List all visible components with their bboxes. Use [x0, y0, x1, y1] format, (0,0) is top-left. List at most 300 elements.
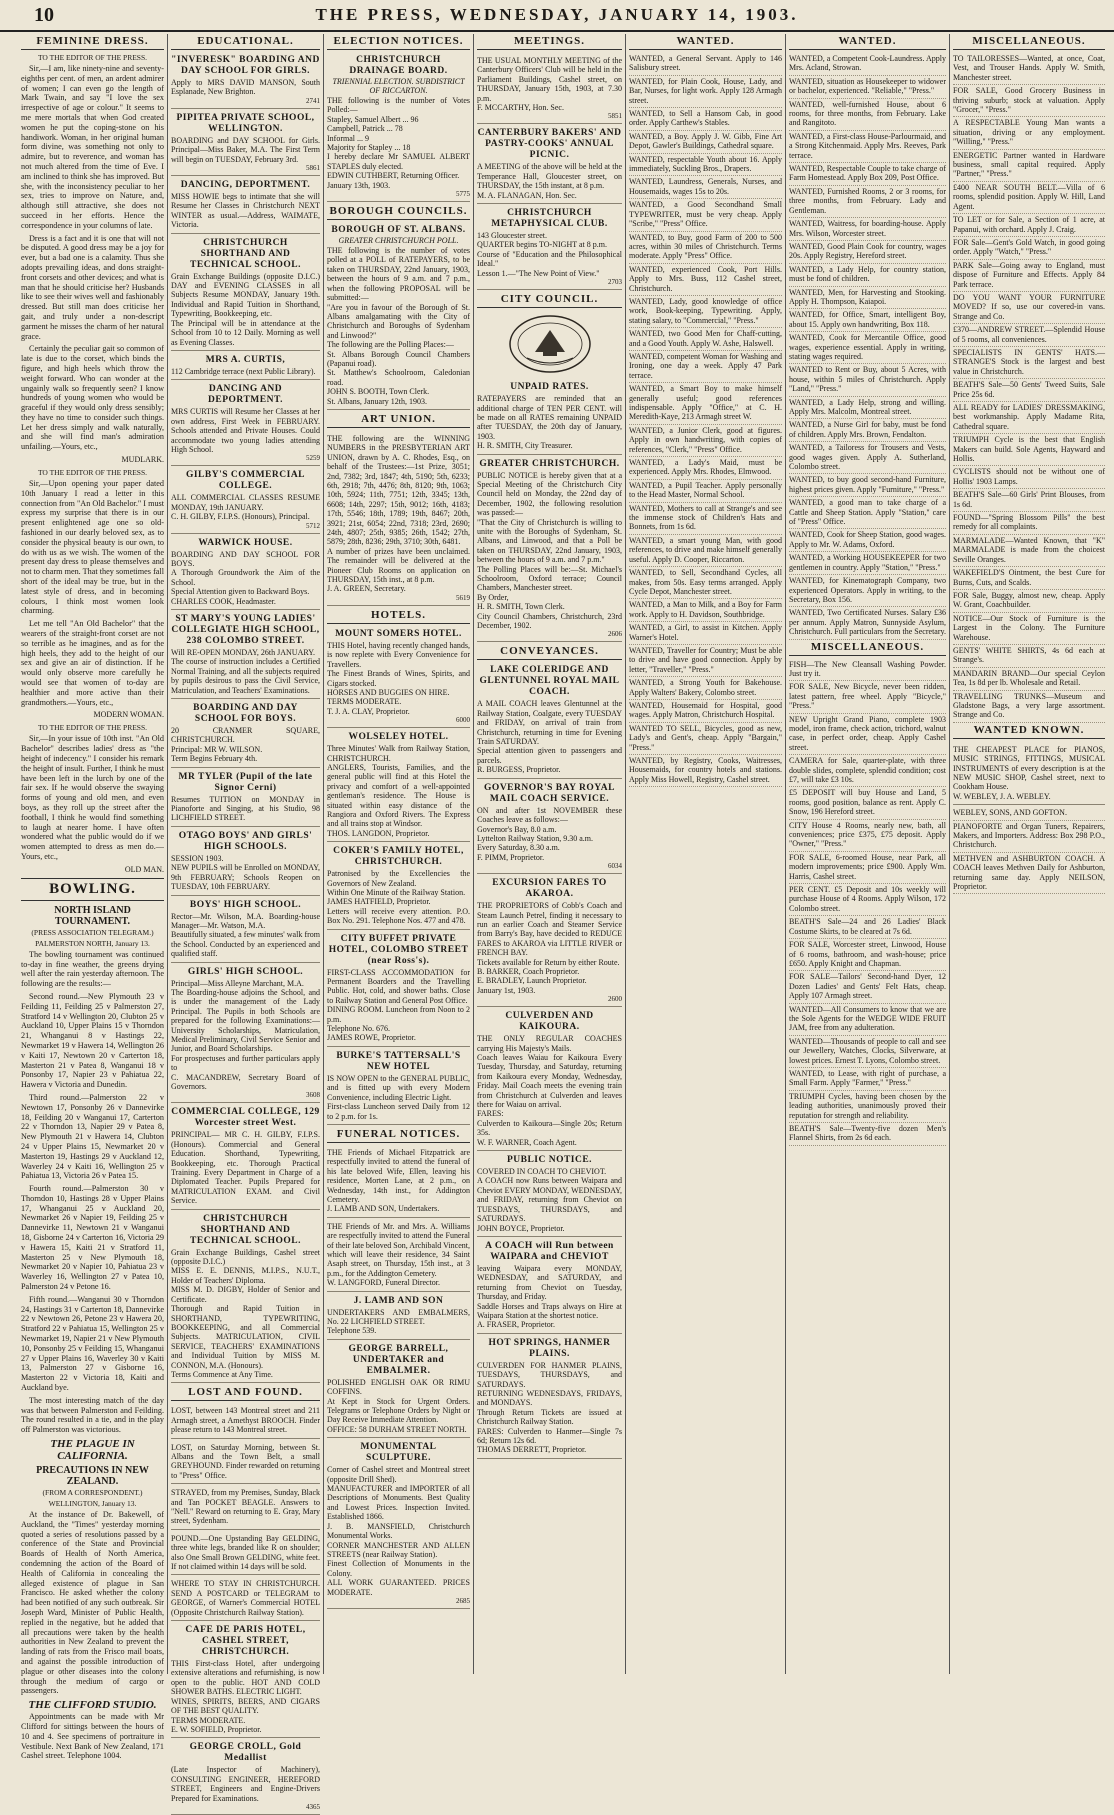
advertisement	[477, 53, 622, 124]
classified-item: FOR Sale—Gent's Gold Watch, in good going order. Apply "Watch," "Press."	[953, 237, 1105, 260]
letter-signature: MUDLARK.	[121, 455, 164, 465]
classified-item: CYCLISTS should not be without one of Hollis' 1903 Lamps.	[953, 466, 1105, 489]
article-paragraph: Fifth round.—Wanganui 30 v Thorndon 24, Hastings 31 v Carterton 18, Dannevirke 22 v Newtown 26, Petone 23 v Hawera 20, Stratford 22 v Pahiatua 15, Wellington 25 v Newmarket 19, Napier 21 v New Plymouth 10, Ponsonby 25 v Feilding 15, Whanganui 27 v Upper Plains 16, Waverley 30 v Kaiti 13, Palmerston 27 v Gisborne 16, Masterton 22 v Victoria 18, Kaiti and Auckland bye.	[21, 1294, 167, 1393]
ad-title: PIPITEA PRIVATE SCHOOL, WELLINGTON.	[176, 112, 315, 134]
misc-items	[953, 53, 1105, 723]
advertisement	[171, 353, 320, 380]
letter-salutation: TO THE EDITOR OF THE PRESS.	[37, 723, 148, 733]
classified-item: FOR SALE, Good Grocery Business in thriving suburb; stock at valuation. Apply "Grocer," "Press."	[953, 85, 1105, 117]
wanted-known-heading: WANTED KNOWN.	[953, 723, 1105, 739]
column-heading: WANTED.	[629, 34, 782, 50]
column-meetings	[474, 34, 626, 1674]
election-ads	[327, 53, 470, 202]
classified-item: STRAYED, from my Premises, Sunday, Black and Tan POCKET BEAGLE. Answers to "Nell." Reward on returning to E. Gray, Mary street, Sydenham.	[171, 1486, 320, 1530]
classified-item: PER CENT. £5 Deposit and 10s weekly will purchase House of 4 Rooms. Apply Wilson, 172 Colombo street.	[789, 884, 946, 916]
advertisement	[477, 781, 622, 874]
classified-item: NEW Upright Grand Piano, complete 1903 model, iron frame, check action, trichord, walnut case, in perfect order, cheap. Apply Cashel street.	[789, 714, 946, 756]
letter-signature: MODERN WOMAN.	[93, 710, 164, 720]
ad-title: ST MARY'S YOUNG LADIES' COLLEGIATE HIGH SCHOOL, 238 COLOMBO STREET.	[171, 614, 320, 646]
ad-body: 112 Cambridge terrace (next Public Library).	[171, 366, 316, 376]
letter-signature: OLD MAN.	[124, 864, 164, 874]
ad-body: THIS First-class Hotel, after undergoing extensive alterations and refurnishing, is now open to the public. HOT AND COLD SHOWER BATHS. ELECTRIC LIGHT. WINES, SPIRITS, BEERS, AND CIGARS OF THE BEST QUALITY. TERMS MODERATE. E. W. SOFIELD, Proprietor.	[171, 1659, 320, 1734]
column-wanted-2	[786, 34, 950, 1674]
ad-body: PUBLIC NOTICE is hereby given that at a Special Meeting of the Christchurch City Council held on Monday, the 22nd day of December, 1902, the following resolution was passed:— "That the City of Christchurch is willing to unite with the Boroughs of Sydenham, St. Albans, and Linwood, and that a Poll be taken on THURSDAY, 22nd January, 1903, between the hours of 9 a.m. and 7 p.m." The Polling Places will be:—St. Michael's Schoolroom, Oxford terrace; Council Chambers, Manchester street. By Order, H. R. SMITH, Town Clerk. City Council Chambers, Christchurch, 23rd December, 1902.	[477, 470, 622, 631]
ad-body: Three Minutes' Walk from Railway Station, CHRISTCHURCH. ANGLERS, Tourists, Families, and the general public will find at this Hotel the privacy and comfort of a well-appointed gentleman's residence. The House is situated within easy distance of the Rangiora and Oxford Rivers. The Express and all trains stop at Windsor. THOS. LANGDON, Proprietor.	[327, 744, 470, 838]
classified-item: WANTED, to Buy, good Farm of 200 to 500 acres, within 30 miles of Christchurch. Terms moderate. Apply "Press" Office.	[629, 232, 782, 264]
classified-item: WAKEFIELD'S Ointment, the best Cure for Burns, Cuts, and Scalds.	[953, 567, 1105, 590]
ad-body: RATEPAYERS are reminded that an additional charge of TEN PER CENT. will be made on all RATES remaining UNPAID after TUESDAY, the 20th day of January, 1903. H. R. SMITH, City Treasurer.	[477, 394, 622, 451]
article-heading: BOWLING.	[21, 878, 164, 901]
ad-body: FIRST-CLASS ACCOMMODATION for Permanent Boarders and the Travelling Public. Hot, cold, and shower baths. Close to Railway Station and General Post Office. DINING ROOM. Luncheon from Noon to 2 p.m. Telephone No. 676. JAMES ROWE, Proprietor.	[327, 967, 470, 1043]
classified-item: WANTED, a Pupil Teacher. Apply personally to the Head Master, Normal School.	[629, 480, 782, 503]
ad-title: GOVERNOR'S BAY ROYAL MAIL COACH SERVICE.	[484, 782, 615, 804]
ad-title: GEORGE CROLL, Gold Medallist	[189, 1742, 302, 1764]
lost-found-items	[171, 1404, 320, 1621]
ad-title: COMMERCIAL COLLEGE, 129 Worcester street West.	[171, 1107, 320, 1129]
classified-item: THE Friends of Michael Fitzpatrick are respectfully invited to attend the funeral of his late beloved Wife, Ellen, leaving his residence, Morten Lane, at 2 p.m., on Wednesday, 14th inst., for Addington Cemetery. J. LAMB AND SON, Undertakers.	[327, 1146, 470, 1218]
classified-item: WANTED, a Good Secondhand Small TYPEWRITER, must be very cheap. Apply "Scribe," "Press" Office.	[629, 199, 782, 231]
advertisement	[171, 382, 320, 466]
advertisement	[171, 1740, 320, 1815]
classified-item: GENTS' WHITE SHIRTS, 4s 6d each at Strange's.	[953, 645, 1105, 668]
ad-title: GEORGE BARRELL, UNDERTAKER and EMBALMER.	[348, 1343, 449, 1376]
classified-item: CITY House 4 Rooms, nearly new, bath, all conveniences; price £375, £75 deposit. Apply "Owner," "Press."	[789, 820, 946, 852]
classified-item: WANTED TO SELL, Bicycles, good as new, Lady's and Gent's, cheap. Apply "Bargain," "Press."	[629, 723, 782, 755]
classified-item: TRAVELLING TRUNKS—Museum and Gladstone Bags, a very large assortment. Strange and Co.	[953, 691, 1105, 723]
ad-title: COKER'S FAMILY HOTEL, CHRISTCHURCH.	[333, 846, 464, 868]
ad-title: BOYS' HIGH SCHOOL.	[189, 899, 302, 910]
ad-body: ALL COMMERCIAL CLASSES RESUME MONDAY, 19th JANUARY. C. H. GILBY, F.I.P.S. (Honours), Principal.	[171, 493, 320, 522]
classified-item: BEATH'S Sale—50 Gents' Tweed Suits, Sale Price 25s 6d.	[953, 379, 1105, 402]
classified-item: WANTED, respectable Youth about 16. Apply immediately, Suckling Bros., Drapers.	[629, 154, 782, 177]
classified-item: WANTED, for Office, Smart, intelligent Boy, about 15. Apply own handwriting, Box 118.	[789, 309, 946, 332]
classified-item: WANTED, a Boy. Apply J. W. Gibb, Fine Art Depot, Gawler's Buildings, Cathedral square.	[629, 131, 782, 154]
city-seal-icon	[505, 312, 595, 376]
classified-item: WANTED, Good Plain Cook for country, wages 20s. Apply Registry, Hereford street.	[789, 241, 946, 264]
classified-item: WANTED—All Consumers to know that we are the Sole Agents for the WEDGE WIDE FRUIT JAM, free from any adulteration.	[789, 1004, 946, 1036]
classified-item: FOR SALE, 6-roomed House, near Park, all modern improvements; price £900. Apply Wm. Harris, Cashel street.	[789, 852, 946, 884]
hotel-ads	[171, 1623, 320, 1815]
classified-item: A RESPECTABLE Young Man wants a situation, driving or any employment. "Willing," "Press."	[953, 117, 1105, 149]
classified-item: WANTED, a good man to take charge of a Cattle and Sheep Station. Apply "Station," care of "Press" Office.	[789, 497, 946, 529]
ad-title: GILBY'S COMMERCIAL COLLEGE.	[185, 470, 306, 492]
classified-item: LOST, on Saturday Morning, between St. Albans and the Town Belt, a small GREYHOUND. Finder rewarded on returning to "Press" Office.	[171, 1441, 320, 1485]
classified-item: WANTED, a Nurse Girl for baby, must be fond of children. Apply Mrs. Brown, Fendalton.	[789, 419, 946, 442]
article-paragraph: Third round.—Palmerston 22 v Newtown 17, Ponsonby 26 v Dannevirke 18, Feilding 20 v Wanganui 17, Carterton 22 v Thorndon 13, Napier 29 v Patea 8, New Plymouth 21 v Hawera 14, Clubton 24 v Upper Plains 15, Newmarket 20 v Masterton 19, Hastings 29 v Auckland 12, Waverley 24 v Kaiti 16, Wellington 25 v Pahiatua 13, Victoria 26 v Patea 15.	[21, 1092, 167, 1181]
advertisement	[477, 206, 622, 290]
ad-title: GIRLS' HIGH SCHOOL.	[187, 966, 304, 977]
advertisement	[171, 965, 320, 1104]
classified-item: FOR SALE—Tailors' Second-hand Dyer, 12 Dozen Ladies' and Gents' Felt Hats, cheap. Apply 107 Armagh street.	[789, 971, 946, 1003]
classified-item: WANTED, a First-class House-Parlourmaid, and a Strong Kitchenmaid. Apply Mrs. Reeves, Park terrace.	[789, 131, 946, 163]
ad-body: THE following is the number of Votes Polled:— Stapley, Samuel Albert ... 96 Campbell, Patrick ... 78 Informal ... 9 Majority for Stapley ... 18 I hereby declare Mr SAMUEL ALBERT STAPLES duly elected. EDWIN CUTHBERT, Returning Officer. January 13th, 1903.	[327, 96, 470, 190]
classified-item: WANTED, Cook for Mercantile Office, good wages, experience essential. Apply in writing, stating wages required.	[789, 332, 946, 364]
advertisement	[477, 876, 622, 1007]
ad-title: CHRISTCHURCH DRAINAGE BOARD.	[349, 55, 448, 76]
city-council-heading: CITY COUNCIL.	[477, 292, 622, 308]
column-heading: WANTED.	[789, 34, 946, 50]
classified-item: WANTED, a Lady Help, strong and willing. Apply Mrs. Malcolm, Montreal street.	[789, 397, 946, 420]
ad-body: UNDERTAKERS AND EMBALMERS, No. 22 LICHFIELD STREET. Telephone 539.	[327, 1307, 470, 1336]
article-paragraph: The most interesting match of the day was that between Palmerston and Feilding. The round resulted in a tie, and in the play off Palmerston was victorious.	[21, 1395, 167, 1435]
advertisement	[171, 1105, 320, 1209]
classified-item: BEATH'S Sale—60 Girls' Print Blouses, from 1s 6d.	[953, 489, 1105, 512]
misc-heading: MISCELLANEOUS.	[789, 640, 946, 656]
ad-body: POLISHED ENGLISH OAK OR RIMU COFFINS. At Kept in Stock for Urgent Orders. Telegrams or Telephone Orders by Night or Day Receive Immediate Attention. OFFICE: 58 DURHAM STREET NORTH.	[327, 1377, 470, 1434]
funeral-ads	[327, 1294, 470, 1609]
masthead	[0, 0, 1114, 32]
letter-salutation: TO THE EDITOR OF THE PRESS.	[37, 53, 148, 62]
column-miscellaneous	[950, 34, 1108, 1674]
ad-title: CANTERBURY BAKERS' AND PASTRY-COOKS' ANNUAL PICNIC.	[477, 128, 622, 161]
classified-item: WANTED, Waitress, for boarding-house. Apply Mrs. Wilson, Worcester street.	[789, 218, 946, 241]
ad-body: PRINCIPAL— MR C. H. GILBY, F.I.P.S. (Honours). Commercial and General Education. Shorthand, Typewriting, Bookkeeping, etc. Thorough Practical Training. Every Department in Charge of a Diplomated Teacher. Pupils Prepared for MATRICULATION EXAM. and Civil Service.	[171, 1130, 322, 1206]
classified-item: WANTED, to buy good second-hand Furniture, highest prices given. Apply "Furniture," "Press."	[789, 474, 946, 497]
bowling-article	[21, 878, 167, 1435]
advertisement	[477, 126, 622, 204]
classified-item: WANTED to Rent or Buy, about 5 Acres, with house, within 5 miles of Christchurch. Apply "Land," "Press."	[789, 364, 946, 396]
ad-body: MRS CURTIS will Resume her Classes at her own address, First Week in FEBRUARY. Schools attended and Private Houses. Could accommodate two young ladies attending High School.	[171, 407, 322, 454]
ad-body: 20 CRANMER SQUARE, CHRISTCHURCH. Principal: MR W. WILSON. Term Begins February 4th.	[171, 726, 320, 764]
art-union-heading: ART UNION.	[327, 412, 470, 428]
ad-title: CHRISTCHURCH METAPHYSICAL CLUB.	[491, 208, 608, 230]
ad-title: BURKE'S TATTERSALL'S NEW HOTEL	[336, 1050, 461, 1072]
classified-item: WANTED, a Tailoress for Trousers and Vests, good wages given. Apply A. Sutherland, Colombo street.	[789, 442, 946, 474]
advertisement	[327, 730, 470, 842]
classified-item: TO LET or for Sale, a Section of 1 acre, at Papanui, with orchard. Apply J. Craig.	[953, 214, 1105, 237]
columns	[18, 34, 1108, 1811]
advertisement	[171, 111, 320, 176]
ad-title: BOARDING AND DAY SCHOOL FOR BOYS.	[193, 703, 298, 725]
classified-item: WANTED, to Sell, Secondhand Cycles, all makes, from 50s. Easy terms arranged. Apply Cycle Depot, Manchester street.	[629, 567, 782, 599]
classified-item: SPECIALISTS IN GENTS' HATS.—STRANGE'S Stock is the largest and best value in Christchurch.	[953, 347, 1105, 379]
article-paragraph: Let me tell "An Old Bachelor" that the wearers of the straight-front corset are not so terrible as he imagines, and as for the high heels, they add to the height of our sex and give an air of distinction. If he would only observe more carefully he would see that women of to-day are healthier and more active than their grandmothers.—Yours, etc.,	[21, 619, 167, 707]
wanted-known-ad	[953, 742, 1105, 805]
ad-body: leaving Waipara every MONDAY, WEDNESDAY, and SATURDAY, and returning from Cheviot on Tuesday, Thursday, and Friday. Saddle Horses and Traps always on Hire at Waipara Station at the shortest notice. A. FRASER, Proprietor.	[477, 1263, 622, 1330]
ad-body: MISS HOWIE begs to intimate that she will Resume her Classes in Christchurch NEXT WINTER as usual.—Address, WAIMATE, Victoria.	[171, 192, 322, 230]
ad-body: THE USUAL MONTHLY MEETING of the Canterbury Officers' Club will be held in the Parliament Buildings, Cashel street, on THURSDAY, January 15th, 1903, at 7.30 p.m. F. MCCARTHY, Hon. Sec.	[477, 56, 622, 113]
article-subheading: PRECAUTIONS IN NEW ZEALAND.	[36, 1465, 149, 1488]
ad-body: Rector—Mr. Wilson, M.A. Boarding-house Manager—Mr. Watson, M.A. Beautifully situated, a few minutes' walk from the School. Conducted by an experienced and qualified staff.	[171, 911, 320, 959]
hotels-heading: HOTELS.	[327, 608, 470, 624]
advertisement	[327, 932, 470, 1047]
ad-title: WOLSELEY HOTEL.	[348, 732, 449, 743]
funeral-heading: FUNERAL NOTICES.	[327, 1127, 470, 1143]
article-paragraph: Certainly the peculiar gait so common of late is due to the corset, which binds the figure, and high heels which throw the weight forward. Who can wonder at the ungainly walk so frequently seen? I know hundreds of young women who would be graceful if they would only dress sensibly; they have no time to consider such things. Let her dress simply and walk naturally, and she will find man's admiration unfailing.—Yours, etc.,	[21, 344, 167, 452]
letter-old-man	[21, 723, 167, 874]
ad-title: WARWICK HOUSE.	[198, 537, 293, 548]
ad-title: CULVERDEN AND KAIKOURA.	[505, 1011, 594, 1033]
advertisement	[327, 53, 470, 202]
advertisement	[327, 1440, 470, 1609]
ad-title: CAFE DE PARIS HOTEL, CASHEL STREET, CHRISTCHURCH.	[185, 1625, 306, 1658]
ad-title: CITY BUFFET PRIVATE HOTEL, COLOMBO STREET (near Ross's).	[328, 933, 469, 966]
hotel-ads	[327, 627, 470, 1125]
article-paragraph: Sir,—Upon opening your paper dated 10th January I read a letter in this connection from "An Old Bachelor." I must express my surprise that there is in our present enlightened age one so old-fashioned in our dearly beloved sex, as to consider the physical beauty is our own, to do with us as we wish. The women of the present day dress to please themselves and not to charm men. That they sometimes fall short of the ideal may be true, but in the latest style of dress, and in becoming colours, I think most women look charming.	[21, 479, 167, 616]
ad-number: 2600	[608, 995, 622, 1004]
advertisement	[171, 898, 320, 963]
advertisement	[477, 1239, 622, 1334]
classified-item: WANTED, Furnished Rooms, 2 or 3 rooms, for three months, from February. Lady and Gentleman.	[789, 186, 946, 218]
ad-body: THIS Hotel, having recently changed hands, is now replete with Every Convenience for Travellers. The Finest Brands of Wines, Spirits, and Cigars stocked. HORSES AND BUGGIES ON HIRE. TERMS MODERATE. T. J. A. CLAY, Proprietor.	[327, 640, 470, 716]
classified-item: ENERGETIC Partner wanted in Hardware business, small capital required. Apply "Partner," "Press."	[953, 150, 1105, 182]
classified-item: NOTICE—Our Stock of Furniture is the Largest in the Colony. The Furniture Warehouse.	[953, 613, 1105, 645]
ad-number: 6034	[608, 862, 622, 871]
classified-item: WANTED, Laundress, Generals, Nurses, and Housemaids, wages 15s to 20s.	[629, 176, 782, 199]
classified-item: WANTED, competent Woman for Washing and Ironing, one day a week. Apply 47 Park terrace.	[629, 351, 782, 383]
classified-item: FISH—The New Cleansall Washing Powder. Just try it.	[789, 659, 946, 682]
classified-item: £5 DEPOSIT will buy House and Land, 5 rooms, good position, balance as rent. Apply C. Snow, 196 Hereford street.	[789, 787, 946, 819]
classified-item: WANTED, Respectable Couple to take charge of Farm Homestead. Apply Box 209, Post Office.	[789, 163, 946, 186]
article-paragraph: Sir,—In your issue of 10th inst. "An Old Bachelor" describes ladies' dress as "the height of indecency." I consider his remark the height of insult. Further, I think he must have been left in the lurch by one of the fair sex. If he would observe the swaying forms of young and old men, and even boys, as they roll up the street after the football, I think he would find something to laugh at nearer home. I have often wondered what the public would do if we women attempted to dress as men do.—Yours, etc.,	[21, 734, 167, 861]
borough-title: BOROUGH OF ST. ALBANS.	[331, 225, 466, 236]
ad-body: A MAIL COACH leaves Glentunnel at the Railway Station, Coalgate, every TUESDAY and FRIDAY, on arrival of train from Christchurch, returning in time for Evening Train SATURDAY. Special attention given to passengers and parcels. R. BURGESS, Proprietor.	[477, 699, 622, 775]
ad-body: Corner of Cashel street and Montreal street (opposite Drill Shed). MANUFACTURER and IMPORTER of all Descriptions of Monuments. Best Quality and Lowest Prices. Inspection Invited. Established 1866. J. B. MANSFIELD, Christchurch Monumental Works. CORNER MANCHESTER AND ALLEN STREETS (near Railway Station). Finest Collection of Monuments in the Colony. ALL WORK GUARANTEED. PRICES MODERATE.	[327, 1465, 470, 1597]
ad-title: MONUMENTAL SCULPTURE.	[360, 1442, 437, 1464]
classified-item: WEBLEY, SONS, AND GOFTON.	[953, 807, 1105, 820]
column-heading: FEMININE DRESS.	[21, 34, 164, 50]
classified-item: TO TAILORESSES—Wanted, at once, Coat, Vest, and Trouser Hands. Apply W. Smith, Manchester street.	[953, 53, 1105, 85]
educational-ads	[171, 53, 320, 1383]
advertisement	[171, 236, 320, 351]
classified-item: DO YOU WANT YOUR FURNITURE MOVED? If so, use our covered-in vans. Strange and Co.	[953, 292, 1105, 324]
ad-number: 5861	[306, 164, 320, 173]
art-union-notice	[327, 431, 470, 606]
ad-body: Apply to MRS DAVID MANSON, South Esplanade, New Brighton.	[171, 78, 322, 97]
advertisement	[327, 1049, 470, 1125]
classified-item: WANTED, to Sell a Hansom Cab, in good order. Apply Carthew's Stables.	[629, 108, 782, 131]
borough-sub: GREATER CHRISTCHURCH POLL.	[338, 236, 459, 246]
classified-item: POUND.—One Upstanding Bay GELDING, three white legs, branded like R on shoulder; also One Small Brown GELDING, white feet. If not claimed within 14 days will be sold.	[171, 1532, 320, 1576]
article-paragraph: The bowling tournament was continued to-day in fine weather, the greens drying well after the rain yesterday afternoon. The following are the results:—	[21, 949, 167, 989]
plague-article	[21, 1438, 167, 1696]
meeting-ads	[477, 53, 622, 290]
classified-item: WANTED, a Strong Youth for Bakehouse. Apply Walters' Bakery, Colombo street.	[629, 677, 782, 700]
advertisement	[171, 468, 320, 533]
classified-item: WANTED, for Plain Cook, House, Lady, and Bar, Nurses, for light work. Apply 128 Armagh street.	[629, 76, 782, 108]
ad-body: THE PROPRIETORS of Cobb's Coach and Steam Launch Petrel, finding it necessary to run an earlier Coach and Steamer Service from Barry's Bay, have decided to REDUCE FARES to AKAROA via LITTLE RIVER or FRENCH BAY. Tickets available for Return by either Route. B. BARKER, Coach Proprietor. E. BRADLEY, Launch Proprietor. January 1st, 1903.	[477, 901, 622, 995]
ad-subtitle: TRIENNIAL ELECTION. SUBDISTRICT OF RICCARTON.	[332, 77, 465, 95]
classified-item: LOST, between 143 Montreal street and 211 Armagh street, a Amethyst BROOCH. Finder please return to 143 Montreal street.	[171, 1404, 320, 1438]
ad-title: MRS A. CURTIS,	[205, 354, 286, 365]
classified-item: BEATH'S Sale—Twenty-five dozen Men's Flannel Shirts, from 2s 6d each.	[789, 1123, 946, 1146]
ad-title: OTAGO BOYS' AND GIRLS' HIGH SCHOOLS.	[178, 830, 313, 852]
ad-body: IS NOW OPEN to the GENERAL PUBLIC, and is fitted up with every Modern Convenience, including Electric Light. First-class Luncheon served Daily from 12 to 2 p.m. for 1s.	[327, 1073, 470, 1121]
advertisement	[171, 770, 320, 827]
classified-item: ALL READY for LADIES' DRESSMAKING, best workmanship. Apply Madame Rita, Cathedral square.	[953, 402, 1105, 434]
classified-item: WANTED, two Good Men for Chaff-cutting, and a Good Youth. Apply W. Ashe, Halswell.	[629, 328, 782, 351]
article-heading: THE CLIFFORD STUDIO.	[28, 1699, 157, 1712]
advertisement	[171, 536, 320, 610]
ad-title: MOUNT SOMERS HOTEL.	[335, 628, 462, 639]
ad-number: 2741	[306, 96, 320, 105]
classified-item: MANDARIN BRAND—Our special Ceylon Tea, 1s 8d per lb. Wholesale and Retail.	[953, 668, 1105, 691]
borough-heading: BOROUGH COUNCILS.	[327, 204, 470, 220]
ad-title: CHRISTCHURCH SHORTHAND AND TECHNICAL SCHOOL.	[190, 237, 301, 270]
classified-item: THE Friends of Mr. and Mrs. A. Williams are respectfully invited to attend the Funeral of their late beloved Son, Archibald Vincent, which will leave their residence, 34 Saint Asaph street, on Thursday, 15th inst., at 3 p.m., for the Addington Cemetery. W. LANGFORD, Funeral Director.	[327, 1220, 470, 1292]
classified-item: WANTED, a Smart Boy to make himself generally useful; good references indispensable. Apply "Office," at C. H. Meredith-Kaye, 213 Armagh street W.	[629, 383, 782, 425]
ad-body: Resumes TUITION on MONDAY in Pianoforte and Singing, at his Studio, 98 LICHFIELD STREET.	[171, 794, 322, 823]
ad-title: PUBLIC NOTICE.	[506, 1155, 593, 1166]
advertisement	[171, 178, 320, 234]
article-paragraph: Sir,—I am, like ninety-nine and seventy-eighths per cent. of men, an ardent admirer of women; I can even go the length of Mark Twain, and say "I love the sex irrespective of age or colour." It seems to me mere mortals that when God created women he put the coping-stone on his handiwork. Woman, in her original human form divine, was something not only to admire, but to reverence, and woman has not much altered from the time of Eve. I am inclined to think she has improved. But she, with the inconsistency peculiar to her sex, tries to improve on Nature, and, although still attractive, she does not succeed in her efforts. Hence the correspondence in your columns of late.	[21, 64, 167, 230]
classified-item: WANTED, a Man to Milk, and a Boy for Farm work. Apply to H. Davidson, Southbridge.	[629, 599, 782, 622]
ad-body: ON and after 1st NOVEMBER these Coaches leave as follows:— Governor's Bay, 8.0 a.m. Lyttelton Railway Station, 9.30 a.m. Every Saturday, 8.30 a.m. F. PIMM, Proprietor.	[477, 805, 622, 862]
article-source: (FROM A CORRESPONDENT.)	[42, 1488, 143, 1498]
advertisement	[327, 627, 470, 728]
column-feminine-dress	[18, 34, 168, 1761]
advertisement	[477, 663, 622, 778]
wanted-known-ads	[953, 807, 1105, 894]
article-paragraph: At the instance of Dr. Bakewell, of Auckland, the "Times" yesterday morning quoted a series of resolutions passed by a conference of the State and Provincial Boards of Health of North America, condemning the action of the Board of Health of California in concealing the alleged existence of plague in San Francisco. He asked whether the colony had been notified of any such outbreak. Sir Joseph Ward, Minister of Public Health, replied in the negative, but he added that all precautions were taken by the health authorities in New Zealand to prevent the landing of rats from the Frisco mail boats, and against the possible introduction of plague or other diseases into the colony through the medium of cargo or passengers.	[21, 1510, 167, 1696]
city-ads	[477, 380, 622, 642]
advertisement	[171, 1212, 320, 1384]
column-heading: MEETINGS.	[477, 34, 622, 50]
classified-item: WANTED, Cook for Sheep Station, good wages. Apply to Mr. W. Adams, Oxford.	[789, 529, 946, 552]
ad-number: 2685	[456, 1596, 470, 1605]
newspaper-title: THE PRESS, WEDNESDAY, JANUARY 14, 1903.	[315, 5, 799, 24]
classified-item: FOUND—"Spring Blossom Pills" the best remedy for all complaints.	[953, 512, 1105, 535]
classified-item: WANTED, a Girl, to assist in Kitchen. Apply Warner's Hotel.	[629, 622, 782, 645]
column-heading: MISCELLANEOUS.	[953, 34, 1105, 50]
ad-title: DANCING AND DEPORTMENT.	[208, 384, 283, 406]
classified-item: METHVEN and ASHBURTON COACH. A COACH leaves Methven Daily for Ashburton, returning same day. Apply NEILSON, Proprietor.	[953, 853, 1105, 895]
wanted-known-body: THE CHEAPEST PLACE for PIANOS, MUSIC STRINGS, FITTINGS, MUSICAL INSTRUMENTS of every description is at the NEW MUSIC SHOP, Cashel street, next to Cookham House. W. WEBLEY, J. A. WEBLEY.	[953, 744, 1105, 801]
ad-number: 5851	[608, 112, 622, 121]
article-source: (PRESS ASSOCIATION TELEGRAM.)	[31, 927, 154, 937]
article-paragraph: Appointments can be made with Mr Clifford for sittings between the hours of 10 and 4. See specimens of portraiture in Vestibule. Next Bank of New Zealand, 171 Cashel street. Telephone 1004.	[21, 1712, 167, 1761]
classified-item: PIANOFORTE and Organ Tuners, Repairers, Makers, and Importers. Address: Box 298 P.O., Christchurch.	[953, 821, 1105, 853]
wanted-items	[789, 53, 946, 640]
article-dateline: PALMERSTON NORTH, January 13.	[35, 938, 150, 948]
column-heading: EDUCATIONAL.	[171, 34, 320, 50]
ad-title: LAKE COLERIDGE AND GLENTUNNEL ROYAL MAIL COACH.	[479, 665, 620, 698]
classified-item: MARMALADE—Wanted Known, that "K" MARMALADE is made from the choicest Seville Oranges.	[953, 535, 1105, 567]
classified-item: BEATH'S Sale—24 and 26 Ladies' Black Costume Skirts, to be cleared at 7s 6d.	[789, 916, 946, 939]
ad-number: 5775	[456, 190, 470, 199]
column-wanted-1	[626, 34, 786, 1674]
art-union-body: THE following are the WINNING NUMBERS in the PRESBYTERIAN ART UNION, drawn by A. C. Rhodes, Esq., on behalf of the Trustees:—1st Prize, 3051; 2nd, 7382; 3rd, 1847; 4th, 5190; 5th, 6233; 6th, 2918; 7th, 4476; 8th, 8120; 9th, 1063; 10th, 5924; 11th, 7751; 12th, 3345; 13th, 6608; 14th, 2297; 15th, 9012; 16th, 4183; 17th, 5546; 18th, 1789; 19th, 8467; 20th, 3921; 21st, 6054; 22nd, 7318; 23rd, 2690; 24th, 4807; 25th, 9385; 26th, 1542; 27th, 5879; 28th, 8236; 29th, 3710; 30th, 6481. A number of prizes have been unclaimed. The remainder will be delivered at the Pioneer Club Rooms on application on THURSDAY, 15th inst., at 8 p.m. J. A. GREEN, Secretary.	[327, 433, 470, 594]
classified-item: WANTED, Mothers to call at Strange's and see the immense stock of Children's Hats and Bonnets, from 1s 6d.	[629, 503, 782, 535]
ad-body: THE ONLY REGULAR COACHES carrying His Majesty's Mails. Coach leaves Waiau for Kaikoura Every Tuesday, Thursday, and Saturday, returning from Kaikoura every Monday, Wednesday, Friday. Mail Coach meets the evening train from Christchurch at Culverden and leaves there for Waiau on arrival. FARES: Culverden to Kaikoura—Single 20s; Return 35s. W. F. WARNER, Coach Agent.	[477, 1034, 622, 1147]
ad-number: 4365	[306, 1802, 320, 1811]
classified-item: TRIUMPH Cycles, having been chosen by the leading authorities, unanimously proved their reputation for strength and reliability.	[789, 1091, 946, 1123]
classified-item: WANTED, Men, for Harvesting and Stooking. Apply H. Thompson, Kaiapoi.	[789, 287, 946, 310]
classified-item: WANTED, Two Certificated Nurses. Salary £36 per annum. Apply Matron, Sunnyside Asylum, Christchurch. Full particulars from the Secretary.	[789, 607, 946, 639]
borough-notice	[327, 223, 470, 410]
ad-body: Will RE-OPEN MONDAY, 26th JANUARY. The course of instruction includes a Certified Normal Training, and all the subjects required by pupils desirous to pass the Civil Service, Matriculation, and Teachers' Examinations.	[171, 648, 320, 695]
advertisement	[171, 53, 320, 109]
ad-body: Grain Exchange Buildings, Cashel street (opposite D.I.C.) MISS E. E. DENNIS, M.I.P.S., N.U.T., Holder of Teachers' Diploma. MISS M. D. DIGBY, Holder of Senior and Certificate. Thorough and Rapid Tuition in SHORTHAND, TYPEWRITING, BOOKKEEPING, and all Commercial Subjects. MATRICULATION, CIVIL SERVICE, TEACHERS' EXAMINATIONS and Individual Tuition by MISS M. CONNON, M.A. (Honours). Terms Commence at Any Time.	[171, 1247, 320, 1379]
classified-item: WANTED, a Junior Clerk, good at figures. Apply in own handwriting, with copies of references, "Clerk," "Press" Office.	[629, 425, 782, 457]
article-dateline: WELLINGTON, January 13.	[48, 1499, 137, 1509]
ad-body: Patronised by the Excellencies the Governors of New Zealand. Within One Minute of the Railway Station. JAMES HATFIELD, Proprietor. Letters will receive every attention. P.O. Box No. 291. Telephone Nos. 477 and 478.	[327, 869, 470, 926]
classified-item: PARK Sale—Going away to England, must dispose of Furniture and Effects. Apply 84 Park terrace.	[953, 260, 1105, 292]
art-union-number: 5619	[456, 593, 470, 602]
classified-item: WANTED, a Lady's Maid, must be experienced. Apply Mrs. Rhodes, Elmwood.	[629, 457, 782, 480]
classified-item: WANTED, Lady, good knowledge of office work, Book-keeping, Typewriting. Apply, stating salary, to "Commercial," "Press."	[629, 296, 782, 328]
classified-item: WANTED, a Competent Cook-Laundress. Apply Mrs. Acland, Strowan.	[789, 53, 946, 76]
classified-item: WANTED, a Working HOUSEKEEPER for two gentlemen in country. Apply "Station," "Press."	[789, 552, 946, 575]
letter-salutation: TO THE EDITOR OF THE PRESS.	[37, 468, 148, 478]
ad-body: SESSION 1903. NEW PUPILS will be Enrolled on MONDAY, 9th FEBRUARY; Schools Reopen on TUESDAY, 10th FEBRUARY.	[171, 853, 320, 892]
ad-body: Principal—Miss Alleyne Marchant, M.A. The Boarding-house adjoins the School, and is under the management of the Lady Principal. The Pupils in both Schools are prepared for the following Examinations:—University Scholarships, Matriculation, Medical Preliminary, Civil Service Senior and Junior, and Board Scholarships. For prospectuses and further particulars apply to C. MACANDREW, Secretary Board of Governors.	[171, 978, 320, 1091]
ad-number: 6000	[456, 716, 470, 725]
ad-title: HOT SPRINGS, HANMER PLAINS.	[488, 1337, 611, 1359]
ad-body: COVERED IN COACH TO CHEVIOT. A COACH now Runs between Waipara and Cheviot EVERY MONDAY, WEDNESDAY, and FRIDAY, returning from Cheviot on TUESDAYS, THURSDAYS, and SATURDAYS. JOHN BOYCE, Proprietor.	[477, 1167, 622, 1233]
page-number: 10	[34, 4, 54, 26]
wanted-items	[629, 53, 782, 787]
studio-article	[21, 1699, 167, 1761]
advertisement	[327, 1294, 470, 1340]
advertisement	[477, 1009, 622, 1151]
classified-item: FOR SALE, New Bicycle, never been ridden, latest pattern, free wheel. Apply "Bicycle," "Press."	[789, 681, 946, 713]
ad-body: A MEETING of the above will be held at the Temperance Hall, Gloucester street, on THURSDAY, the 15th instant, at 8 p.m. M. A. FLANAGAN, Hon. Sec.	[477, 162, 622, 200]
advertisement	[477, 1336, 622, 1459]
classified-item: WANTED, a smart young Man, with good references, to drive and make himself generally useful. Apply D. Cooper, Riccarton.	[629, 535, 782, 567]
ad-body: BOARDING and DAY SCHOOL for Girls. Principal—Miss Baker, M.A. The First Term will begin on TUESDAY, February 3rd.	[171, 135, 322, 164]
funeral-items	[327, 1146, 470, 1292]
ad-title: CHRISTCHURCH SHORTHAND AND TECHNICAL SCHOOL.	[190, 1213, 301, 1246]
ad-body: (Late Inspector of Machinery), CONSULTING ENGINEER, HEREFORD STREET, Engineers and Engine-Drivers Prepared for Examinations.	[171, 1765, 322, 1803]
classified-item: £400 NEAR SOUTH BELT.—Villa of 6 rooms, splendid position. Apply W. Hill, Land Agent.	[953, 182, 1105, 214]
column-election-notices	[324, 34, 474, 1674]
ad-title: UNPAID RATES.	[510, 382, 589, 393]
classified-item: £370—ANDREW STREET.—Splendid House of 5 rooms, all conveniences.	[953, 324, 1105, 347]
ad-title: J. LAMB AND SON	[353, 1295, 444, 1306]
borough-body: THE following is the number of votes polled at a POLL of RATEPAYERS, to be taken on THURSDAY, 22nd January, 1903, between the hours of 9 a.m. and 7 p.m., when the following PROPOSAL will be submitted:— "Are you in favour of the Borough of St. Albans amalgamating with the City of Christchurch and Boroughs of Sydenham and Linwood?" The following are the Polling Places:— St. Albans Borough Council Chambers (Papanui road). St. Matthew's Schoolroom, Caledonian road. JOHN S. BOOTH, Town Clerk. St. Albans, January 12th, 1903.	[327, 246, 470, 406]
ad-title: "INVERESK" BOARDING AND DAY SCHOOL FOR GIRLS.	[171, 55, 320, 76]
column-educational	[168, 34, 324, 1811]
ad-title: MR TYLER (Pupil of the late Signor Cerni)	[178, 771, 313, 793]
classified-item: WANTED, to Lease, with right of purchase, a Small Farm. Apply "Farmer," "Press."	[789, 1068, 946, 1091]
advertisement	[477, 1153, 622, 1237]
ad-title: GREATER CHRISTCHURCH.	[479, 458, 620, 469]
advertisement	[171, 1623, 320, 1738]
advertisement	[477, 380, 622, 454]
conveyance-ads	[477, 663, 622, 1458]
classified-item: CAMERA for Sale, quarter-plate, with three double slides, complete, splendid condition; cost £7, will take £3 10s.	[789, 755, 946, 787]
classified-item: WANTED, by Registry, Cooks, Waitresses, Housemaids, for country hotels and stations. Apply Miss Howell, Registry, Cashel street.	[629, 755, 782, 787]
ad-number: 5259	[306, 454, 320, 463]
letter-modern-woman	[21, 468, 167, 720]
advertisement	[171, 612, 320, 699]
ad-body: BOARDING AND DAY SCHOOL FOR BOYS. A Thorough Groundwork the Aim of the School. Special Attention given to Backward Boys. CHARLES COOK, Headmaster.	[171, 549, 320, 606]
conveyances-heading: CONVEYANCES.	[477, 644, 622, 660]
classified-item: WANTED, Traveller for Country; Must be able to drive and have good connection. Apply by letter, "Traveller," "Press."	[629, 645, 782, 677]
misc-items	[789, 659, 946, 1146]
ad-number: 5712	[306, 521, 320, 530]
classified-item: WHERE TO STAY IN CHRISTCHURCH. SEND A POSTCARD or TELEGRAM to GEORGE, of Warner's Commercial HOTEL (Opposite Christchurch Railway Station).	[171, 1577, 320, 1621]
letter-mudlark	[21, 53, 167, 465]
classified-item: WANTED, situation as Housekeeper to widower or bachelor, experienced. "Reliable," "Press."	[789, 76, 946, 99]
ad-body: 143 Gloucester street. QUARTER begins TO-NIGHT at 8 p.m. Course of "Education and the Philosophical Ideal." Lesson 1.—"The New Point of View."	[477, 231, 622, 278]
ad-title: EXCURSION FARES TO AKAROA.	[492, 878, 607, 900]
classified-item: WANTED, experienced Cook, Port Hills. Apply to Mrs. Buss, 112 Cashel street, Christchurch.	[629, 264, 782, 296]
ad-number: 3608	[306, 1091, 320, 1100]
article-paragraph: Second round.—New Plymouth 23 v Feilding 11, Feilding 25 v Palmerston 27, Stratford 14 v Wellington 20, Clubton 25 v Auckland 10, Upper Plains 15 v Thorndon 21, Whanganui 8 v Hastings 22, Newmarket 19 v Hawera 14, Wellington 26 v Kaiti 17, Newtown 20 v Carterton 18, Masterton 21 v Patea 8, Wanganui 18 v Ponsonby 17, Napier 23 v Pahiatua 22, Hawera v Victoria and Dunedin.	[21, 991, 167, 1090]
advertisement	[171, 829, 320, 896]
classified-item: WANTED, well-furnished House, about 6 rooms, for three months, from February. Lake and Rangitoto.	[789, 99, 946, 131]
ad-title: A COACH will Run between WAIPARA and CHEVIOT	[485, 1240, 614, 1262]
ad-body: CULVERDEN FOR HANMER PLAINS, TUESDAYS, THURSDAYS, and SATURDAYS. RETURNING WEDNESDAYS, FRIDAYS, and MONDAYS. Through Return Tickets are issued at Christchurch Railway Station. FARES: Culverden to Hanmer—Single 7s 6d; Return 12s 6d. THOMAS DERRETT, Proprietor.	[477, 1360, 622, 1455]
advertisement	[477, 457, 622, 643]
classified-item: WANTED, Housemaid for Hospital, good wages. Apply Matron, Christchurch Hospital.	[629, 700, 782, 723]
advertisement	[327, 844, 470, 929]
classified-item: WANTED, a General Servant. Apply to 146 Salisbury street.	[629, 53, 782, 76]
advertisement	[171, 701, 320, 768]
article-subheading: NORTH ISLAND TOURNAMENT.	[54, 904, 131, 927]
